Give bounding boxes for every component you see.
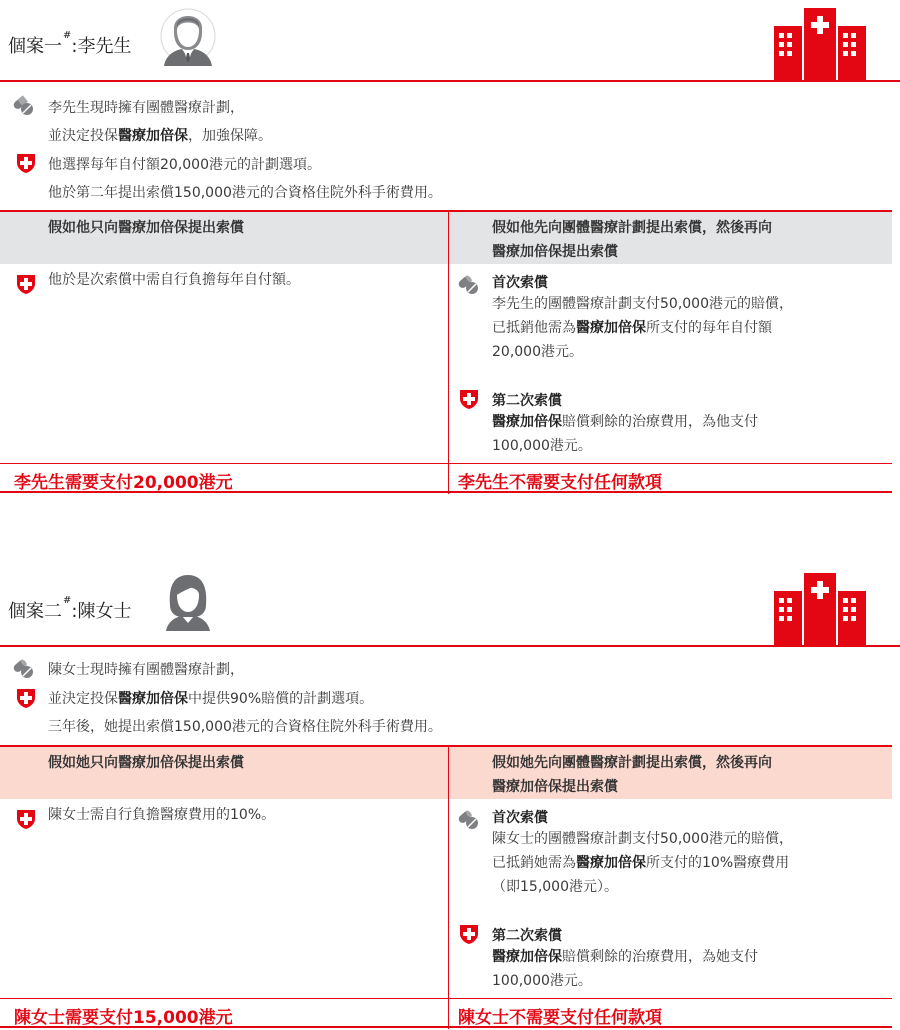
- right-result: 李先生不需要支付任何款項: [458, 473, 662, 493]
- second-claim-body: 醫療加倍保賠償剩餘的治療費用，為他支付 100,000港元。: [492, 414, 758, 454]
- product-name: 醫療加倍保: [492, 949, 562, 965]
- case-one-title: [8, 32, 131, 58]
- product-name: 醫療加倍保: [118, 128, 188, 144]
- column-divider: [448, 747, 449, 1029]
- shield-cross-icon: [15, 808, 37, 830]
- case-one-intro-line-4: 他於第二年提出索償150,000港元的合資格住院外科手術費用。: [48, 185, 442, 201]
- case-one-comparison-table: [0, 210, 892, 494]
- case-title-name: :陳女士: [71, 601, 132, 622]
- hospital-icon: [774, 573, 866, 645]
- first-claim-title: 首次索償: [492, 275, 548, 291]
- case-one: [0, 0, 900, 493]
- pills-icon: [12, 657, 34, 679]
- case-two-intro-line-2: 並決定投保醫療加倍保中提供90%賠償的計劃選項。: [48, 691, 374, 707]
- case-one-intro-line-3: 他選擇每年自付額20,000港元的計劃選項。: [48, 157, 321, 173]
- right-column-header: 假如她先向團體醫療計劃提出索償，然後再向 醫療加倍保提出索償: [492, 755, 772, 795]
- right-result: 陳女士不需要支付任何款項: [458, 1008, 662, 1028]
- left-column-header: 假如她只向醫療加倍保提出索償: [48, 755, 244, 771]
- second-claim-title: 第二次索償: [492, 928, 562, 944]
- case-two-intro: [0, 647, 900, 745]
- shield-cross-icon: [15, 687, 37, 709]
- left-column-header: 假如他只向醫療加倍保提出索償: [48, 220, 244, 236]
- product-name: 醫療加倍保: [576, 320, 646, 336]
- footnote-mark: #: [63, 595, 72, 606]
- column-divider: [448, 212, 449, 494]
- case-two-table-header: [0, 745, 892, 799]
- pills-icon: [12, 94, 34, 116]
- shield-cross-icon: [15, 273, 37, 295]
- case-one-intro: [0, 82, 900, 210]
- hospital-icon: [774, 8, 866, 80]
- left-column-body: 陳女士需自行負擔醫療費用的10%。: [48, 807, 276, 823]
- first-claim-title: 首次索償: [492, 810, 548, 826]
- product-name: 醫療加倍保: [576, 855, 646, 871]
- product-name: 醫療加倍保: [118, 691, 188, 707]
- left-result: 李先生需要支付20,000港元: [14, 473, 233, 493]
- case-one-result-row: [0, 463, 892, 493]
- first-claim-body: 陳女士的團體醫療計劃支付50,000港元的賠償， 已抵銷她需為醫療加倍保所支付的10%醫療費用 （即15,000港元）。: [492, 831, 793, 895]
- man-avatar-icon: [160, 6, 216, 66]
- case-two-title: [8, 597, 131, 623]
- shield-cross-icon: [458, 388, 480, 410]
- case-title-name: :李先生: [71, 36, 132, 57]
- shield-cross-icon: [458, 923, 480, 945]
- pills-icon: [457, 808, 479, 830]
- second-claim-body: 醫療加倍保賠償剩餘的治療費用，為她支付 100,000港元。: [492, 949, 758, 989]
- shield-cross-icon: [15, 152, 37, 174]
- case-two-intro-line-1: 陳女士現時擁有團體醫療計劃，: [48, 662, 244, 678]
- right-column-header: 假如他先向團體醫療計劃提出索償，然後再向 醫療加倍保提出索償: [492, 220, 772, 260]
- case-two-header: [0, 565, 900, 647]
- case-two: [0, 565, 900, 1028]
- case-one-header: [0, 0, 900, 82]
- case-one-intro-line-2: 並決定投保醫療加倍保，加強保障。: [48, 128, 272, 144]
- case-two-comparison-table: [0, 745, 892, 1029]
- footnote-mark: #: [63, 30, 72, 41]
- case-one-table-header: [0, 210, 892, 264]
- left-column-body: 他於是次索償中需自行負擔每年自付額。: [48, 272, 300, 288]
- case-one-intro-line-1: 李先生現時擁有團體醫療計劃，: [48, 100, 244, 116]
- case-title-text: 個案一: [8, 36, 62, 57]
- case-title-text: 個案二: [8, 601, 62, 622]
- left-result: 陳女士需要支付15,000港元: [14, 1008, 233, 1028]
- case-two-intro-line-3: 三年後，她提出索償150,000港元的合資格住院外科手術費用。: [48, 719, 442, 735]
- case-two-result-row: [0, 998, 892, 1028]
- woman-avatar-icon: [160, 571, 216, 631]
- second-claim-title: 第二次索償: [492, 393, 562, 409]
- first-claim-body: 李先生的團體醫療計劃支付50,000港元的賠償， 已抵銷他需為醫療加倍保所支付的每年自付額 20,000港元。: [492, 296, 793, 360]
- pills-icon: [457, 273, 479, 295]
- product-name: 醫療加倍保: [492, 414, 562, 430]
